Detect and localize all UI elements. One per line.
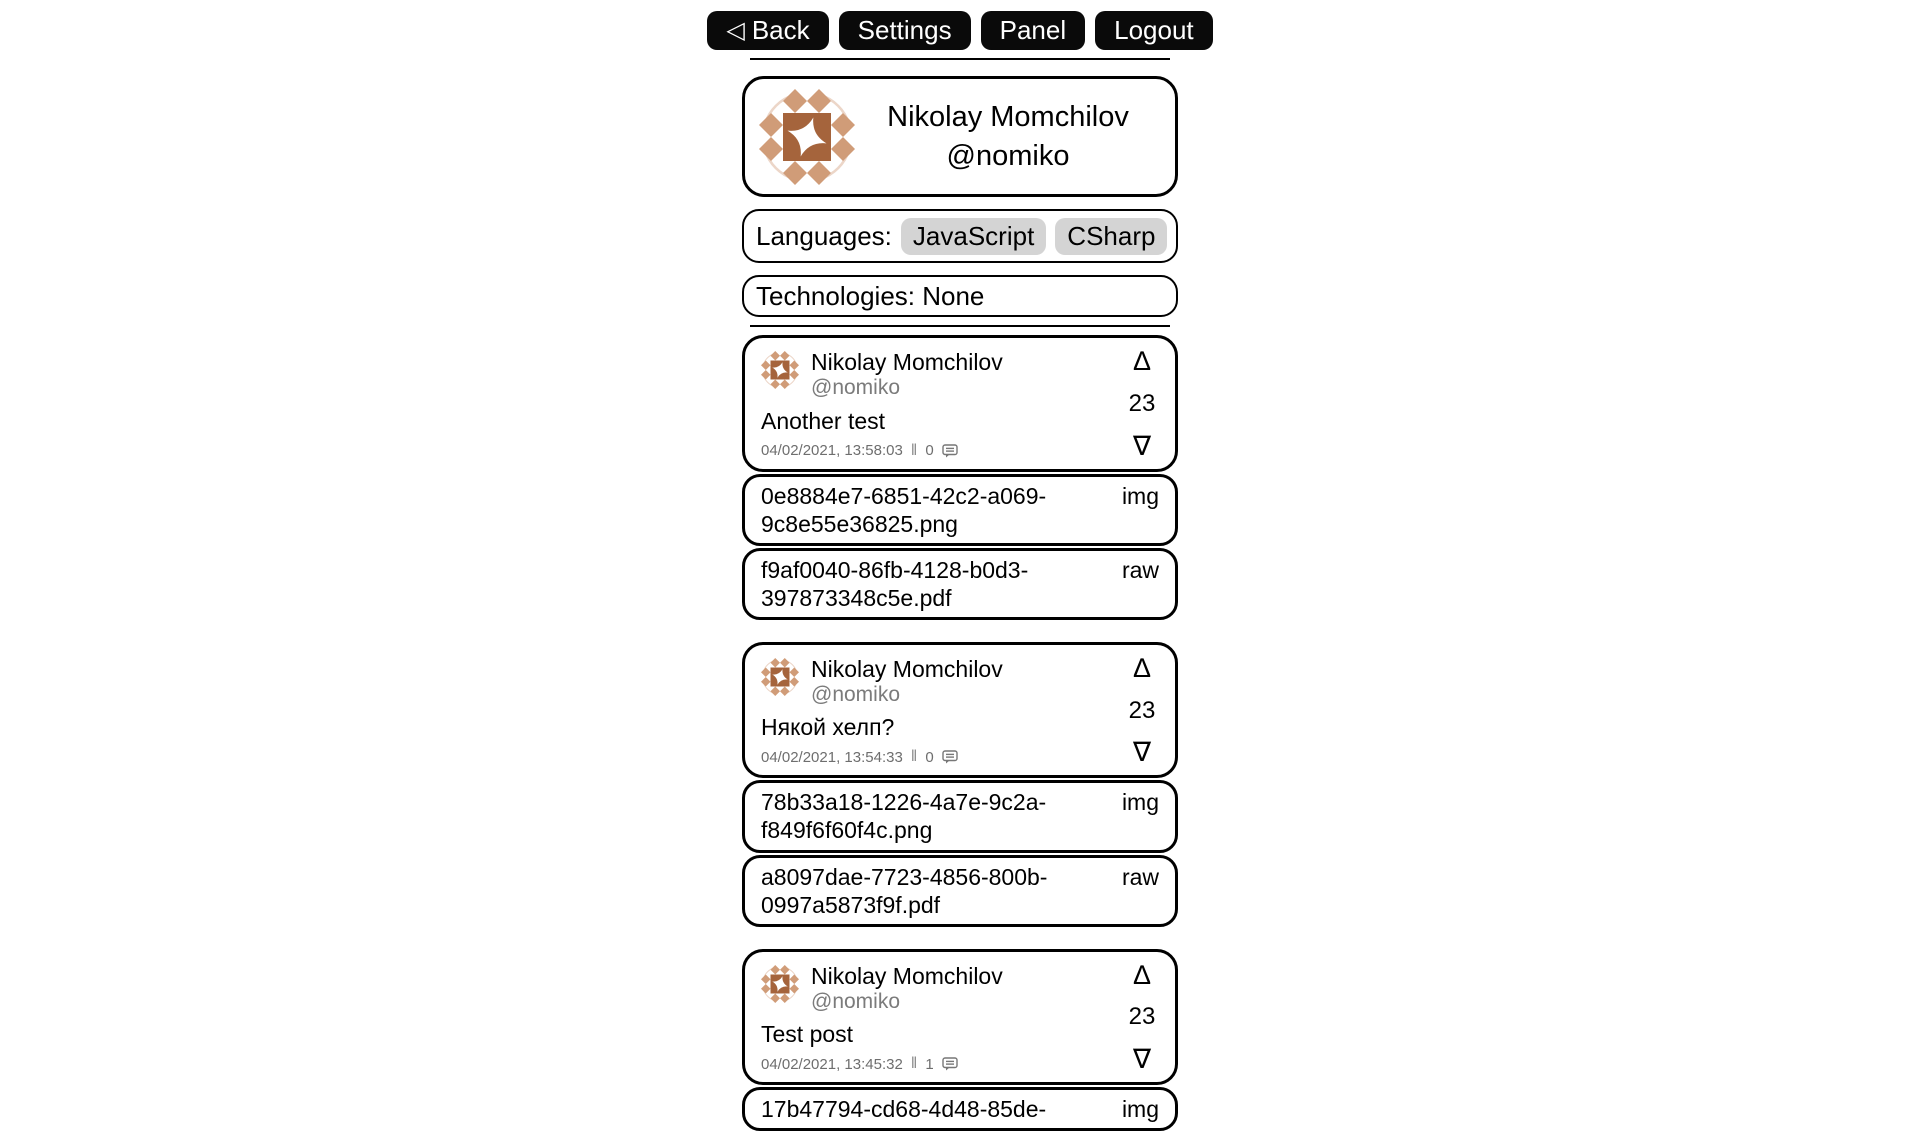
post-author-avatar — [761, 658, 799, 696]
post-meta — [761, 442, 1159, 460]
attachment-row[interactable] — [742, 780, 1178, 852]
attachment-filename: f9af0040-86fb-4128-b0d3-397873348c5e.pdf — [761, 556, 1029, 611]
top-nav — [726, 0, 1194, 50]
profile-avatar — [759, 89, 855, 185]
post-author-handle: @nomiko — [811, 376, 901, 400]
post-group — [742, 949, 1178, 1131]
separator-icon: ‖ — [910, 1055, 918, 1073]
post-comment-count: 0 — [925, 442, 934, 460]
vote-count: 23 — [1128, 1003, 1156, 1031]
separator-icon: ‖ — [910, 441, 918, 459]
language-badge-csharp: CSharp — [1055, 218, 1167, 255]
comment-bubble-icon — [942, 749, 958, 765]
post-meta — [761, 748, 1159, 766]
post-content: Някой хелп? — [761, 714, 895, 741]
upvote-button[interactable]: ∆ — [1133, 959, 1151, 990]
attachment-type: img — [1121, 1096, 1159, 1123]
post-group — [742, 335, 1178, 620]
post-comment-count: 0 — [925, 748, 934, 766]
languages-label: Languages: — [756, 220, 892, 251]
attachment-row[interactable] — [742, 548, 1178, 620]
attachment-type: raw — [1121, 556, 1159, 583]
back-arrow-icon: ◁ — [726, 16, 745, 44]
profile-card — [742, 76, 1178, 197]
technologies-label: Technologies: None — [756, 280, 985, 311]
post-comment-count: 1 — [925, 1055, 934, 1073]
comment-bubble-icon — [942, 1056, 958, 1072]
attachment-filename: 78b33a18-1226-4a7e-9c2a-f849f6f60f4c.png — [761, 789, 1047, 844]
panel-button[interactable]: Panel — [981, 11, 1086, 50]
vote-count: 23 — [1128, 696, 1156, 724]
posts-list — [742, 335, 1178, 1131]
post-timestamp: 04/02/2021, 13:58:03 — [761, 442, 903, 460]
content-column — [726, 0, 1194, 1131]
post-author-name: Nikolay Momchilov — [811, 349, 1003, 375]
vote-count: 23 — [1128, 389, 1156, 417]
downvote-button[interactable]: ∇ — [1132, 737, 1152, 768]
post-author-avatar — [761, 965, 799, 1003]
post-timestamp: 04/02/2021, 13:54:33 — [761, 748, 903, 766]
post-header — [761, 959, 1159, 1015]
back-button[interactable] — [707, 11, 828, 50]
post-content: Test post — [761, 1021, 854, 1048]
back-button-label: Back — [751, 15, 810, 45]
profile-names — [855, 98, 1161, 175]
post-author-block — [811, 349, 1003, 401]
attachment-filename: a8097dae-7723-4856-800b-0997a5873f9f.pdf — [761, 863, 1048, 918]
vote-column — [1125, 959, 1159, 1075]
attachment-row[interactable] — [742, 1087, 1178, 1131]
technologies-card — [742, 275, 1178, 317]
attachment-type: img — [1121, 789, 1159, 816]
divider — [750, 58, 1170, 60]
post-content: Another test — [761, 407, 886, 434]
separator-icon: ‖ — [910, 748, 918, 766]
attachment-filename: 17b47794-cd68-4d48-85de- — [761, 1096, 1047, 1123]
post-author-name: Nikolay Momchilov — [811, 962, 1003, 989]
comment-bubble-icon — [942, 443, 958, 459]
post-group — [742, 642, 1178, 927]
language-badge-javascript: JavaScript — [901, 218, 1046, 255]
profile-handle: @nomiko — [946, 139, 1070, 172]
languages-card — [742, 209, 1178, 263]
post-header — [761, 346, 1159, 401]
downvote-button[interactable]: ∇ — [1132, 430, 1152, 461]
post-author-handle: @nomiko — [811, 990, 901, 1014]
attachment-row[interactable] — [742, 855, 1178, 927]
attachment-filename: 0e8884e7-6851-42c2-a069-9c8e55e36825.png — [761, 482, 1047, 537]
post-author-handle: @nomiko — [811, 683, 901, 707]
attachment-type: raw — [1121, 863, 1159, 890]
post-author-name: Nikolay Momchilov — [811, 655, 1003, 682]
downvote-button[interactable]: ∇ — [1132, 1044, 1152, 1075]
post-card[interactable] — [742, 335, 1178, 472]
vote-column — [1125, 652, 1159, 768]
upvote-button[interactable]: ∆ — [1133, 346, 1151, 376]
logout-button[interactable]: Logout — [1095, 11, 1213, 50]
attachment-row[interactable] — [742, 474, 1178, 546]
post-timestamp: 04/02/2021, 13:45:32 — [761, 1055, 903, 1073]
profile-name: Nikolay Momchilov — [887, 101, 1129, 134]
post-card[interactable] — [742, 642, 1178, 779]
post-author-block — [811, 656, 1003, 708]
post-header — [761, 652, 1159, 708]
post-author-avatar — [761, 351, 799, 389]
post-meta — [761, 1055, 1159, 1073]
attachment-type: img — [1121, 482, 1159, 509]
post-card[interactable] — [742, 949, 1178, 1086]
upvote-button[interactable]: ∆ — [1133, 652, 1151, 683]
vote-column — [1125, 348, 1159, 460]
divider — [750, 325, 1170, 327]
post-author-block — [811, 963, 1003, 1015]
settings-button[interactable]: Settings — [839, 11, 971, 50]
